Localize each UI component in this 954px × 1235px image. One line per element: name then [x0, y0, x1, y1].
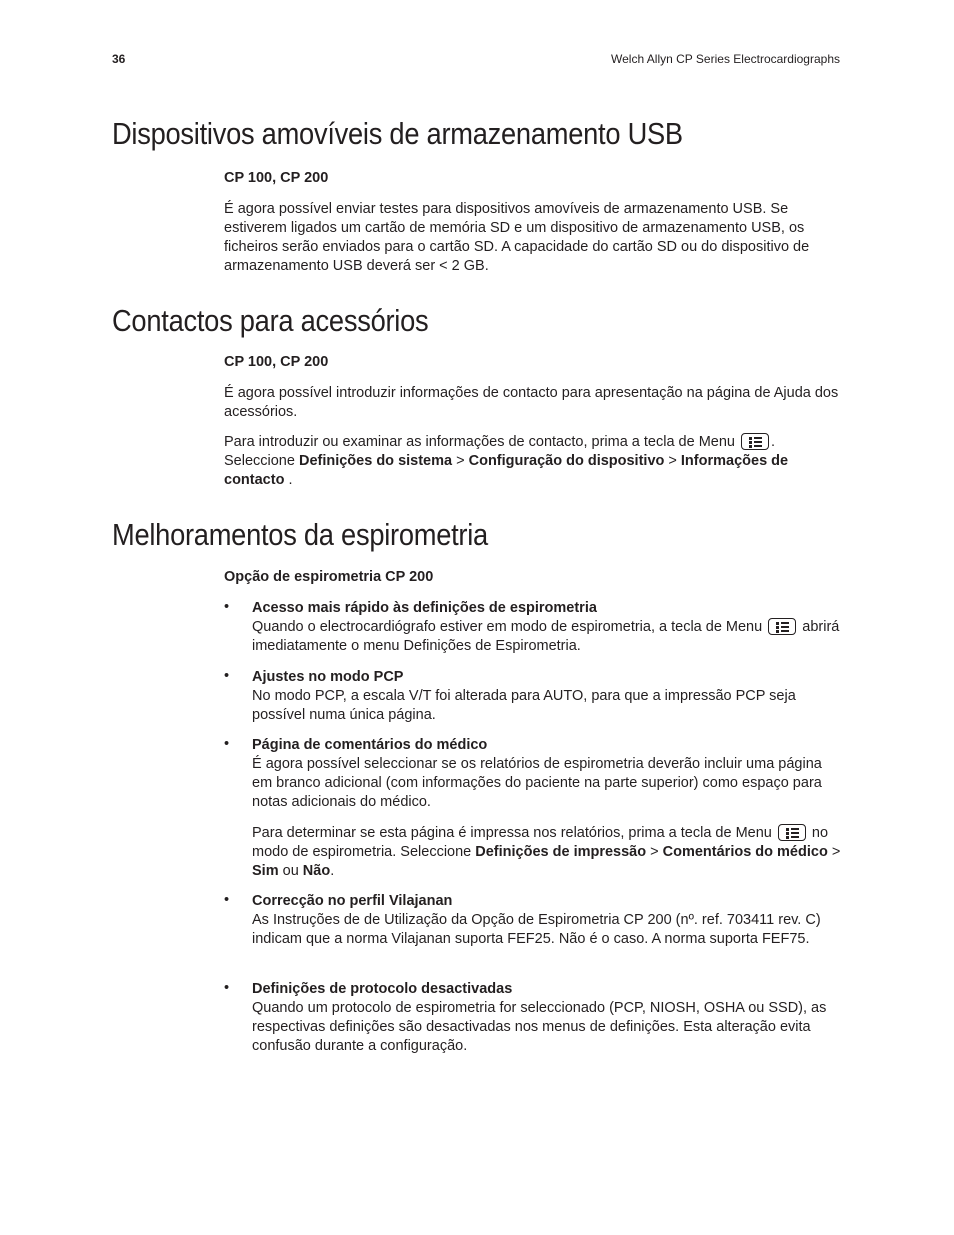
menu-path-item: Definições do sistema [298, 453, 453, 469]
section-paragraph: É agora possível introduzir informações de contacto para apresentação na página de Ajuda dos acessórios. [224, 385, 839, 420]
menu-key-icon [768, 618, 796, 635]
sentence-end: . [288, 472, 293, 488]
path-separator: > [668, 453, 677, 469]
item-text: abrirá imediatamente o menu Definições de Espirometria. [252, 619, 840, 654]
menu-key-icon [778, 824, 806, 841]
instruction-text: Para determinar se esta página é impressa nos relatórios, prima a tecla de Menu [252, 825, 772, 841]
path-separator: > [456, 453, 465, 469]
instruction-paragraph [252, 824, 842, 881]
section-paragraph: É agora possível enviar testes para dispositivos amovíveis de armazenamento USB. Se estiverem ligados um cartão de memória SD e um dispositivo de armazenamento USB, os ficheiros serão enviados para o cartão SD. A capacidade do cartão SD ou do dispositivo de armazenamento USB deverá ser < 2 GB. [224, 201, 810, 274]
path-separator: > [831, 844, 841, 860]
menu-path-item: Não [302, 863, 331, 879]
menu-path-item: Definições de impressão [475, 844, 647, 860]
or-text: ou [282, 863, 299, 879]
menu-path-item: Informações de contacto [224, 453, 789, 488]
item-title: Ajustes no modo PCP [252, 669, 404, 685]
list-item [252, 599, 842, 656]
bullet: • [224, 892, 230, 908]
menu-path-item: Configuração do dispositivo [468, 453, 665, 469]
bullet: • [224, 599, 230, 615]
item-text: Quando um protocolo de espirometria for seleccionado (PCP, NIOSH, OSHA ou SSD), as respectivas definições são desactivadas nos menus de definições. Esta alteração evita confusão durante a configuração. [252, 1000, 827, 1054]
instruction-paragraph [224, 433, 840, 490]
item-text: No modo PCP, a escala V/T foi alterada para AUTO, para que a impressão PCP seja possível numa única página. [252, 688, 796, 723]
page-number: 36 [112, 52, 126, 66]
running-header: Welch Allyn CP Series Electrocardiographs [611, 52, 840, 66]
item-text: As Instruções de de Utilização da Opção de Espirometria CP 200 (nº. ref. 703411 rev. C) indicam que a norma Vilajanan suporta FEF25. Não é o caso. A norma suporta FEF75. [252, 912, 821, 947]
models-label: CP 100, CP 200 [224, 354, 329, 370]
list-item [252, 980, 842, 1056]
instruction-text: . Seleccione [224, 434, 776, 469]
list-item [252, 736, 842, 812]
item-title: Acesso mais rápido às definições de espirometria [252, 600, 597, 616]
menu-key-icon [741, 433, 769, 450]
option-label: Opção de espirometria CP 200 [224, 569, 434, 585]
item-title: Página de comentários do médico [252, 737, 488, 753]
path-separator: > [650, 844, 659, 860]
bullet: • [224, 736, 230, 752]
item-text: Quando o electrocardiógrafo estiver em modo de espirometria, a tecla de Menu [252, 619, 763, 635]
item-title: Definições de protocolo desactivadas [252, 981, 513, 997]
list-item [252, 892, 842, 949]
item-title: Correcção no perfil Vilajanan [252, 893, 453, 909]
heading-spirometry-improvements: Melhoramentos da espirometria [112, 517, 488, 552]
menu-path-item: Sim [252, 863, 279, 879]
bullet: • [224, 668, 230, 684]
sentence-end: . [330, 863, 335, 879]
instruction-text: Para introduzir ou examinar as informações de contacto, prima a tecla de Menu [224, 434, 735, 450]
list-item [252, 668, 842, 725]
bullet: • [224, 980, 230, 996]
instruction-text: no modo de espirometria. Seleccione [252, 825, 829, 860]
heading-usb-storage: Dispositivos amovíveis de armazenamento USB [112, 116, 683, 151]
heading-accessory-contacts: Contactos para acessórios [112, 303, 429, 338]
menu-path-item: Comentários do médico [662, 844, 828, 860]
models-label: CP 100, CP 200 [224, 170, 329, 186]
item-text: É agora possível seleccionar se os relatórios de espirometria deverão incluir uma página em branco adicional (com informações do paciente na parte superior) como espaço para notas adicionais do médico. [252, 756, 822, 810]
